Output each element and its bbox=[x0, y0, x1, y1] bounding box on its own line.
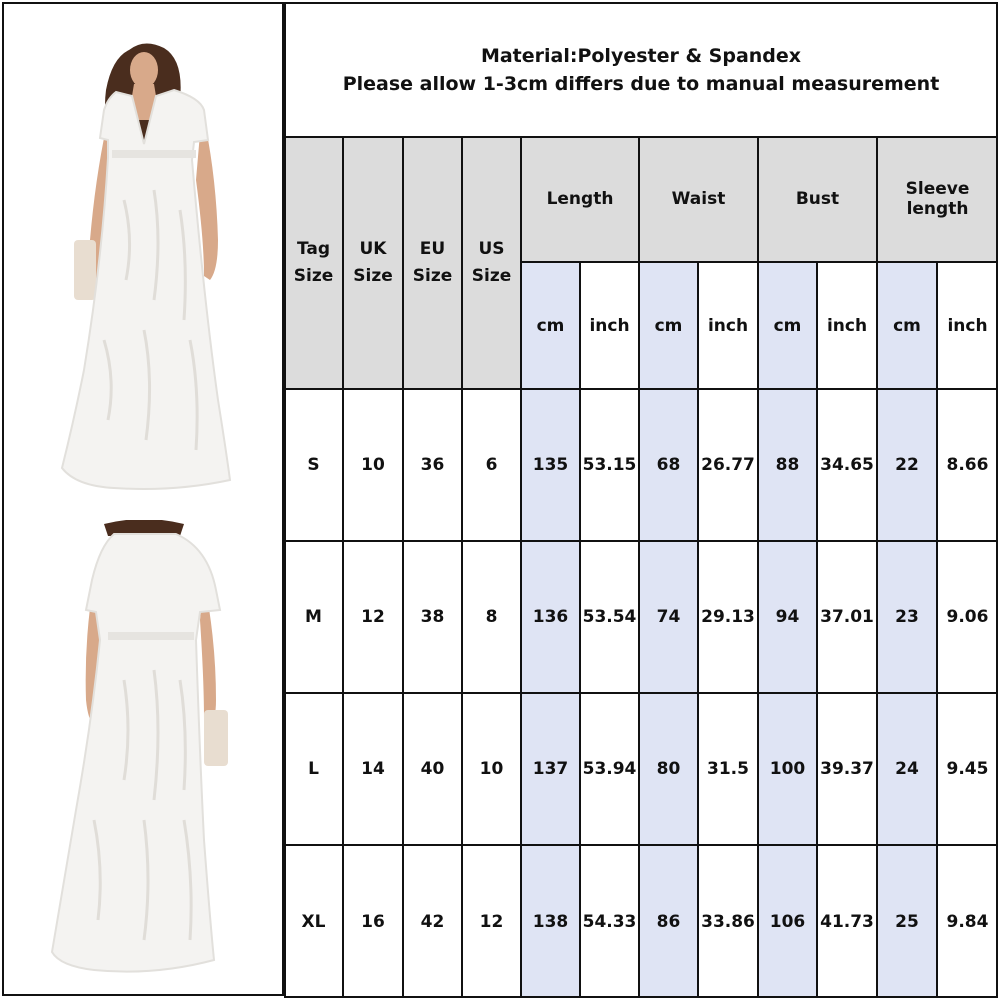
size-header-cell bbox=[284, 136, 343, 389]
table-cell bbox=[521, 389, 580, 541]
unit-header-cell bbox=[521, 262, 580, 389]
table-cell-value: 14 bbox=[361, 759, 385, 779]
table-cell-value: M bbox=[305, 607, 322, 627]
table-cell-value: 68 bbox=[656, 455, 681, 475]
table-cell bbox=[403, 389, 462, 541]
table-cell-value: 33.86 bbox=[701, 911, 755, 932]
table-cell bbox=[877, 845, 937, 998]
table-cell-value: 138 bbox=[532, 911, 569, 932]
unit-label: inch bbox=[707, 315, 749, 336]
table-cell-value: L bbox=[308, 759, 319, 779]
table-cell-value: 106 bbox=[769, 911, 806, 932]
measure-group-header bbox=[639, 136, 758, 262]
table-cell-value: 94 bbox=[775, 607, 800, 627]
table-cell bbox=[817, 541, 877, 693]
table-cell bbox=[877, 389, 937, 541]
table-cell bbox=[758, 693, 817, 845]
table-cell bbox=[639, 693, 698, 845]
grid-line bbox=[579, 262, 581, 998]
unit-label: cm bbox=[893, 315, 921, 336]
table-cell-value: 10 bbox=[479, 759, 504, 779]
table-cell bbox=[580, 389, 639, 541]
table-cell-value: 86 bbox=[656, 911, 681, 932]
table-cell bbox=[284, 845, 343, 998]
table-cell bbox=[817, 693, 877, 845]
table-cell bbox=[284, 541, 343, 693]
table-cell bbox=[462, 693, 521, 845]
table-cell-value: 39.37 bbox=[820, 759, 874, 779]
table-cell-value: 137 bbox=[532, 759, 569, 779]
table-cell-value: 40 bbox=[420, 759, 445, 779]
table-cell-value: 9.45 bbox=[946, 759, 989, 779]
table-cell bbox=[937, 389, 998, 541]
front-view-photo bbox=[4, 40, 282, 520]
measure-group-header bbox=[521, 136, 639, 262]
grid-line bbox=[520, 136, 522, 998]
table-cell bbox=[698, 693, 758, 845]
size-header-bottom: Size bbox=[353, 265, 393, 286]
table-cell-value: 29.13 bbox=[701, 607, 755, 627]
table-cell bbox=[521, 693, 580, 845]
table-cell-value: 22 bbox=[895, 455, 919, 475]
grid-line bbox=[284, 844, 998, 846]
table-cell bbox=[580, 541, 639, 693]
grid-line bbox=[284, 136, 998, 138]
size-table bbox=[284, 136, 998, 998]
grid-line bbox=[284, 136, 286, 998]
table-cell bbox=[343, 541, 403, 693]
measure-group-label: Waist bbox=[671, 189, 726, 209]
unit-header-cell bbox=[580, 262, 639, 389]
grid-line bbox=[461, 136, 463, 998]
table-cell bbox=[462, 845, 521, 998]
table-cell-value: 8 bbox=[485, 607, 498, 627]
table-cell-value: 34.65 bbox=[820, 455, 874, 475]
table-cell bbox=[284, 693, 343, 845]
size-header-top: UK bbox=[359, 238, 387, 259]
size-header-cell bbox=[462, 136, 521, 389]
table-cell-value: 26.77 bbox=[701, 455, 755, 475]
grid-line bbox=[521, 261, 998, 263]
table-cell-value: 54.33 bbox=[582, 911, 637, 932]
table-cell bbox=[284, 389, 343, 541]
table-cell bbox=[403, 845, 462, 998]
size-header-bottom: Size bbox=[471, 265, 512, 286]
unit-label: inch bbox=[589, 315, 630, 336]
grid-line bbox=[816, 262, 818, 998]
unit-label: inch bbox=[947, 315, 988, 336]
table-cell-value: XL bbox=[301, 911, 326, 932]
table-cell bbox=[580, 845, 639, 998]
table-cell-value: 80 bbox=[656, 759, 681, 779]
table-cell bbox=[937, 693, 998, 845]
size-header-top: US bbox=[478, 238, 505, 259]
table-cell bbox=[462, 389, 521, 541]
table-cell-value: 24 bbox=[895, 759, 919, 779]
table-cell-value: 53.15 bbox=[582, 455, 637, 475]
table-cell bbox=[937, 541, 998, 693]
measure-group-header bbox=[758, 136, 877, 262]
size-header-cell bbox=[403, 136, 462, 389]
back-view-photo bbox=[4, 520, 282, 990]
table-cell bbox=[639, 389, 698, 541]
table-cell bbox=[698, 541, 758, 693]
grid-line bbox=[638, 136, 640, 998]
unit-header-cell bbox=[877, 262, 937, 389]
table-cell-value: 37.01 bbox=[820, 607, 874, 627]
table-cell-value: 88 bbox=[775, 455, 800, 475]
table-cell-value: 23 bbox=[895, 607, 919, 627]
table-cell bbox=[698, 845, 758, 998]
table-cell bbox=[639, 845, 698, 998]
table-cell-value: 10 bbox=[361, 455, 385, 475]
table-cell-value: 53.54 bbox=[582, 607, 637, 627]
size-header-top: EU bbox=[419, 238, 446, 259]
table-cell bbox=[521, 845, 580, 998]
table-cell-value: 136 bbox=[532, 607, 569, 627]
grid-line bbox=[402, 136, 404, 998]
grid-line bbox=[697, 262, 699, 998]
table-cell-value: 12 bbox=[361, 607, 385, 627]
table-cell bbox=[403, 541, 462, 693]
table-cell bbox=[403, 693, 462, 845]
table-cell-value: 25 bbox=[895, 911, 919, 932]
table-cell bbox=[462, 541, 521, 693]
table-cell-value: 42 bbox=[420, 911, 445, 932]
grid-line bbox=[996, 136, 998, 998]
table-cell-value: 38 bbox=[420, 607, 445, 627]
table-cell-value: 9.84 bbox=[946, 911, 989, 932]
grid-line bbox=[284, 388, 998, 390]
table-cell bbox=[521, 541, 580, 693]
table-cell-value: 135 bbox=[532, 455, 569, 475]
photo-panel bbox=[2, 2, 284, 996]
table-cell-value: 9.06 bbox=[946, 607, 989, 627]
grid-line bbox=[284, 540, 998, 542]
table-cell-value: 12 bbox=[479, 911, 504, 932]
grid-line bbox=[284, 692, 998, 694]
table-cell bbox=[343, 693, 403, 845]
table-cell bbox=[817, 845, 877, 998]
table-cell bbox=[343, 389, 403, 541]
size-header-bottom: Size bbox=[412, 265, 453, 286]
header-box bbox=[284, 2, 998, 138]
measure-group-label: Bust bbox=[795, 189, 840, 209]
table-cell-value: 74 bbox=[656, 607, 681, 627]
table-cell-value: 16 bbox=[361, 911, 385, 932]
table-cell-value: 8.66 bbox=[946, 455, 989, 475]
table-cell bbox=[877, 541, 937, 693]
unit-label: inch bbox=[826, 315, 868, 336]
unit-label: cm bbox=[654, 315, 683, 336]
table-cell-value: 6 bbox=[485, 455, 498, 475]
table-cell bbox=[877, 693, 937, 845]
unit-header-cell bbox=[758, 262, 817, 389]
table-cell-value: S bbox=[307, 455, 320, 475]
table-cell bbox=[580, 693, 639, 845]
unit-header-cell bbox=[937, 262, 998, 389]
size-header-cell bbox=[343, 136, 403, 389]
table-cell bbox=[758, 541, 817, 693]
table-cell bbox=[758, 389, 817, 541]
grid-line bbox=[757, 136, 759, 998]
unit-header-cell bbox=[698, 262, 758, 389]
table-cell bbox=[698, 389, 758, 541]
grid-line bbox=[284, 996, 998, 998]
table-cell-value: 100 bbox=[769, 759, 806, 779]
table-cell-value: 31.5 bbox=[707, 759, 749, 779]
unit-label: cm bbox=[536, 315, 565, 336]
size-header-bottom: Size bbox=[293, 265, 334, 286]
table-cell bbox=[817, 389, 877, 541]
table-cell bbox=[343, 845, 403, 998]
size-header-top: Tag bbox=[296, 238, 331, 259]
unit-header-cell bbox=[817, 262, 877, 389]
unit-header-cell bbox=[639, 262, 698, 389]
measure-group-label: Length bbox=[546, 189, 614, 209]
measurement-note: Please allow 1-3cm differs due to manual measurement bbox=[342, 73, 940, 95]
measure-group-label: Sleeve length bbox=[905, 179, 970, 219]
table-cell-value: 53.94 bbox=[582, 759, 637, 779]
table-cell bbox=[758, 845, 817, 998]
grid-line bbox=[342, 136, 344, 998]
table-cell-value: 41.73 bbox=[820, 911, 874, 932]
material-text: Material:Polyester & Spandex bbox=[480, 45, 802, 67]
unit-label: cm bbox=[773, 315, 802, 336]
table-cell bbox=[937, 845, 998, 998]
table-cell bbox=[639, 541, 698, 693]
measure-group-header bbox=[877, 136, 998, 262]
table-cell-value: 36 bbox=[420, 455, 445, 475]
grid-line bbox=[936, 262, 938, 998]
grid-line bbox=[876, 136, 878, 998]
